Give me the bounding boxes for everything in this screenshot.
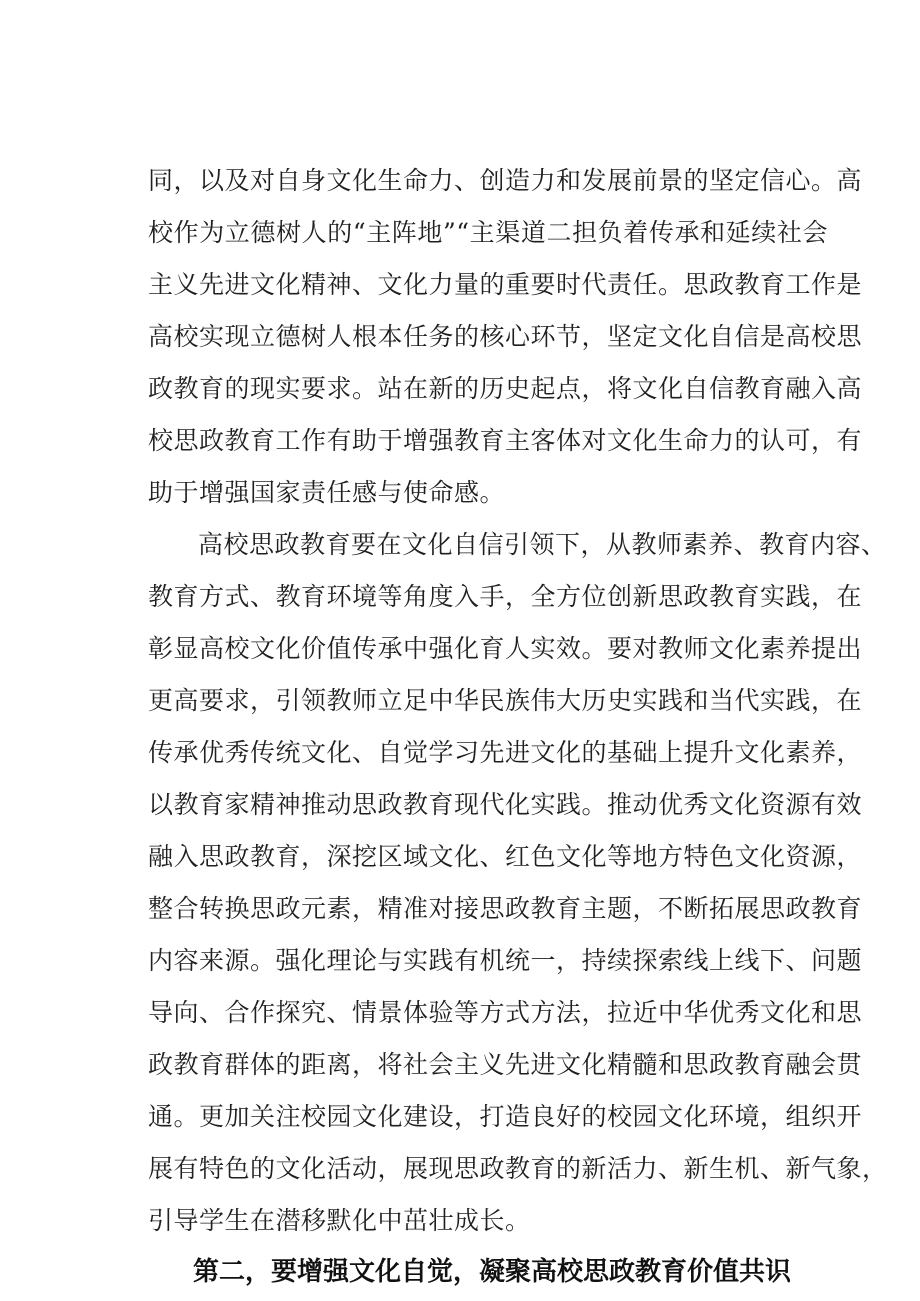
paragraph-2-line: 导向、合作探究、情景体验等方式方法，拉近中华优秀文化和思 (148, 998, 863, 1027)
paragraph-2-line: 通。更加关注校园文化建设，打造良好的校园文化环境，组织开 (148, 1102, 863, 1131)
paragraph-2-line: 传承优秀传统文化、自觉学习先进文化的基础上提升文化素养， (148, 738, 863, 767)
paragraph-2-line: 整合转换思政元素，精准对接思政教育主题，不断拓展思政教育 (148, 894, 863, 923)
paragraph-2-line: 融入思政教育，深挖区域文化、红色文化等地方特色文化资源， (148, 842, 863, 871)
section-heading: 第二，要增强文化自觉，凝聚高校思政教育价值共识 (193, 1257, 792, 1287)
paragraph-1-line: 助于增强国家责任感与使命感。 (148, 478, 506, 507)
paragraph-2-line: 内容来源。强化理论与实践有机统一，持续探索线上线下、问题 (148, 946, 863, 975)
paragraph-2-line: 彰显高校文化价值传承中强化育人实效。要对教师文化素养提出 (148, 634, 863, 663)
paragraph-2-line: 引导学生在潜移默化中茁壮成长。 (148, 1206, 531, 1235)
paragraph-2-line: 教育方式、教育环境等角度入手，全方位创新思政教育实践，在 (148, 582, 863, 611)
paragraph-1-line: 同，以及对自身文化生命力、创造力和发展前景的坚定信心。高 (148, 166, 863, 195)
paragraph-1-line: 主义先进文化精神、文化力量的重要时代责任。思政教育工作是 (148, 270, 863, 299)
paragraph-1-line: 校思政教育工作有助于增强教育主客体对文化生命力的认可，有 (148, 426, 863, 455)
paragraph-2-line: 更高要求，引领教师立足中华民族伟大历史实践和当代实践，在 (148, 686, 863, 715)
paragraph-2-line: 高校思政教育要在文化自信引领下，从教师素养、教育内容、 (198, 530, 887, 559)
paragraph-1-line: 校作为立德树人的“主阵地”“主渠道二担负着传承和延续社会 (148, 218, 828, 247)
paragraph-1-line: 高校实现立德树人根本任务的核心环节，坚定文化自信是高校思 (148, 322, 863, 351)
paragraph-2-line: 政教育群体的距离，将社会主义先进文化精髓和思政教育融会贯 (148, 1050, 863, 1079)
paragraph-1-line: 政教育的现实要求。站在新的历史起点，将文化自信教育融入高 (148, 374, 863, 403)
paragraph-2-line: 展有特色的文化活动，展现思政教育的新活力、新生机、新气象， (148, 1154, 888, 1183)
paragraph-2-line: 以教育家精神推动思政教育现代化实践。推动优秀文化资源有效 (148, 790, 863, 819)
